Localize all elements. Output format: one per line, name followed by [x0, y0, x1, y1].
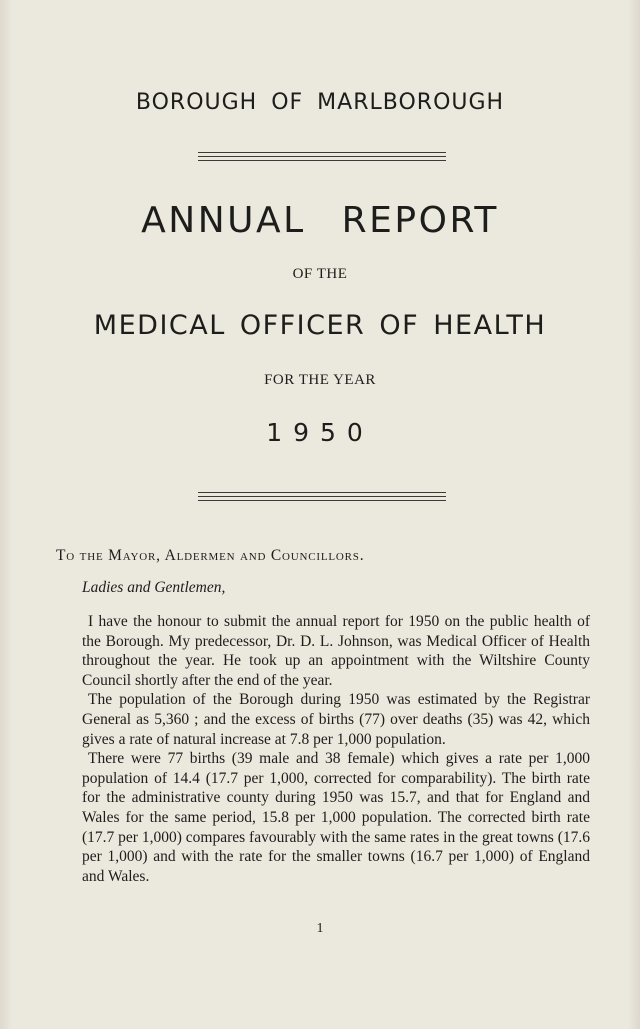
- for-the-year-line: FOR THE YEAR: [264, 372, 376, 388]
- paragraph-3: There were 77 births (39 male and 38 female) which gives a rate per 1,000 population of 14.4 (17.7 per 1,000, corrected for comparability). The birth rate for the administrative county during 1950 was 15.7, and that for England and Wales for the same period, 15.8 per 1,000 population. The corrected birth rate (17.7 per 1,000) compares favourably with the same rates in the great towns (17.6 per 1,000) and with the rate for the smaller towns (16.7 per 1,000) of England and Wales.: [82, 750, 590, 885]
- paragraph-2: The population of the Borough during 1950 was estimated by the Registrar General as 5,360 ; and the excess of births (77) over deaths (35) was 42, which gives a rate of natural increase at 7.8 per 1,000 population.: [82, 691, 590, 748]
- addressee: To the Mayor, Aldermen and Councillors.: [56, 547, 365, 564]
- officer-title: MEDICAL OFFICER OF HEALTH: [93, 310, 547, 341]
- paragraph-1: I have the honour to submit the annual report for 1950 on the public health of the Borough. My predecessor, Dr. D. L. Johnson, was Medical Officer of Health throughout the year. He took up an appointment with the Wiltshire County Council shortly after the end of the year.: [82, 613, 590, 689]
- letter-body: [82, 612, 590, 886]
- double-rule-top: [198, 152, 446, 164]
- double-rule-bottom: [198, 492, 446, 504]
- page-number: 1: [316, 921, 324, 936]
- of-the-line: OF THE: [292, 266, 348, 282]
- report-title: ANNUAL REPORT: [141, 200, 499, 241]
- salutation: Ladies and Gentlemen,: [82, 579, 226, 596]
- borough-name: BOROUGH OF MARLBOROUGH: [135, 90, 505, 115]
- report-year: 1950: [266, 418, 374, 447]
